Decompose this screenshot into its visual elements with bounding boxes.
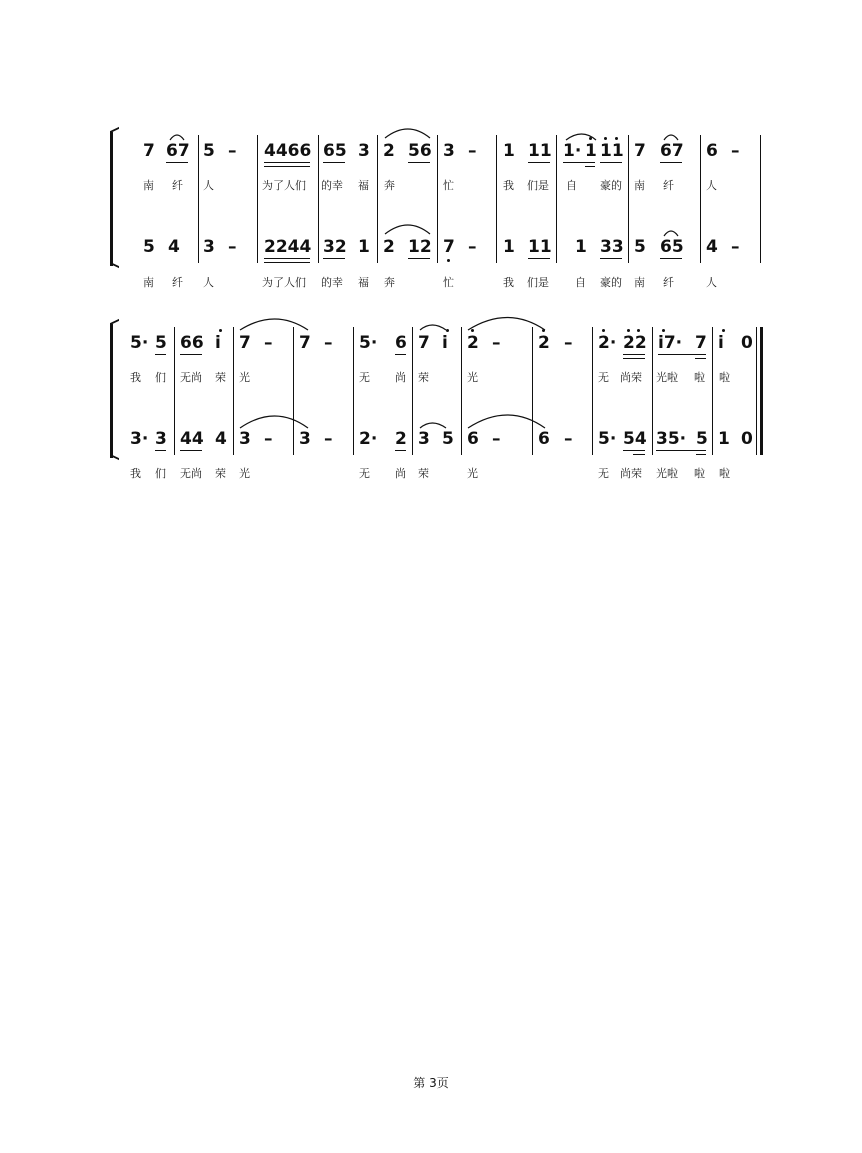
lyric: 我 — [503, 179, 514, 192]
note: 2 — [395, 429, 407, 449]
lyric: 纤 — [663, 179, 674, 192]
note: 6 — [538, 429, 550, 449]
note: 2 — [383, 141, 395, 161]
note: 1 — [585, 141, 597, 161]
note: 35· — [656, 429, 687, 449]
note: 32 — [323, 237, 347, 257]
lyric: 啦 — [719, 371, 730, 384]
note: 1 — [718, 429, 730, 449]
lyric: 荣 — [215, 371, 226, 384]
note: 6 — [706, 141, 718, 161]
lyric: 豪的 — [600, 276, 622, 289]
note: 0 — [741, 333, 753, 353]
note: 4 — [215, 429, 227, 449]
note: 56 — [408, 141, 432, 161]
note: – — [228, 141, 237, 161]
lyric: 奔 — [384, 179, 395, 192]
note: 3 — [203, 237, 215, 257]
lyric: 们是 — [527, 179, 549, 192]
note: 6 — [395, 333, 407, 353]
note: 66 — [180, 333, 204, 353]
note: 1 — [503, 141, 515, 161]
note: 6 — [467, 429, 479, 449]
note: 7 — [443, 237, 455, 257]
note: 4466 — [264, 141, 312, 161]
lyric: 光 — [467, 371, 478, 384]
lyric: 光啦 — [656, 371, 678, 384]
note: 7 — [695, 333, 707, 353]
lyric: 尚荣 — [620, 467, 642, 480]
lyric: 人 — [706, 179, 717, 192]
note: 7 — [634, 141, 646, 161]
note: – — [564, 429, 573, 449]
lyric: 的幸 — [321, 276, 343, 289]
note: 1 — [358, 237, 370, 257]
note: – — [731, 237, 740, 257]
lyric: 荣 — [215, 467, 226, 480]
lyric: 啦 — [694, 371, 705, 384]
note: 12 — [408, 237, 432, 257]
note: 1 — [503, 237, 515, 257]
note: 2 — [467, 333, 479, 353]
note: 65 — [660, 237, 684, 257]
lyric: 无 — [598, 467, 609, 480]
note: 5 — [203, 141, 215, 161]
lyric: 无尚 — [180, 371, 202, 384]
lyric: 南 — [634, 179, 645, 192]
note: 2 — [383, 237, 395, 257]
note: 67 — [166, 141, 190, 161]
lyric: 尚荣 — [620, 371, 642, 384]
note: i — [442, 333, 448, 353]
note: – — [564, 333, 573, 353]
note: 67 — [660, 141, 684, 161]
note: – — [264, 333, 273, 353]
note: 3 — [155, 429, 167, 449]
lyric: 荣 — [418, 371, 429, 384]
note: 33 — [600, 237, 624, 257]
note: – — [468, 237, 477, 257]
lyric: 福 — [358, 179, 369, 192]
lyric: 啦 — [719, 467, 730, 480]
note: 11 — [528, 141, 552, 161]
note: i — [718, 333, 724, 353]
lyric: 福 — [358, 276, 369, 289]
note: 44 — [180, 429, 204, 449]
lyric: 南 — [634, 276, 645, 289]
note: 3 — [443, 141, 455, 161]
lyric: 忙 — [443, 276, 454, 289]
note: 22 — [623, 333, 647, 353]
note: – — [492, 333, 501, 353]
lyric: 南 — [143, 276, 154, 289]
lyric: 人 — [706, 276, 717, 289]
note: 5· — [598, 429, 617, 449]
note: – — [324, 333, 333, 353]
lyric: 纤 — [172, 179, 183, 192]
lyric: 自 — [575, 276, 586, 289]
note: 3 — [358, 141, 370, 161]
note: – — [468, 141, 477, 161]
note: – — [264, 429, 273, 449]
note: i — [215, 333, 221, 353]
note: 3 — [239, 429, 251, 449]
lyric: 我 — [130, 371, 141, 384]
lyric: 尚 — [395, 371, 406, 384]
note: 65 — [323, 141, 347, 161]
note: 5· — [130, 333, 149, 353]
lyric: 光 — [239, 467, 250, 480]
lyric: 们是 — [527, 276, 549, 289]
lyric: 光啦 — [656, 467, 678, 480]
lyric: 豪的 — [600, 179, 622, 192]
lyric: 啦 — [694, 467, 705, 480]
note: 7 — [143, 141, 155, 161]
note: – — [492, 429, 501, 449]
note: 54 — [623, 429, 647, 449]
note: 3· — [130, 429, 149, 449]
lyric: 光 — [239, 371, 250, 384]
note: – — [731, 141, 740, 161]
note: 11 — [528, 237, 552, 257]
lyric: 自 — [566, 179, 577, 192]
lyric: 无 — [359, 371, 370, 384]
lyric: 光 — [467, 467, 478, 480]
note: 2· — [598, 333, 617, 353]
note: 3 — [299, 429, 311, 449]
note: 1· — [563, 141, 582, 161]
note: 5· — [359, 333, 378, 353]
note: 4 — [168, 237, 180, 257]
lyric: 忙 — [443, 179, 454, 192]
lyric: 我 — [130, 467, 141, 480]
note: 7 — [239, 333, 251, 353]
note: 7 — [418, 333, 430, 353]
lyric: 荣 — [418, 467, 429, 480]
lyric: 无尚 — [180, 467, 202, 480]
lyric: 们 — [155, 467, 166, 480]
lyric: 无 — [359, 467, 370, 480]
note: 2 — [538, 333, 550, 353]
lyric: 尚 — [395, 467, 406, 480]
note: 0 — [741, 429, 753, 449]
lyric: 的幸 — [321, 179, 343, 192]
note: i7· — [658, 333, 683, 353]
lyric: 人 — [203, 276, 214, 289]
page-number: 第 3页 — [413, 1076, 449, 1090]
lyric: 无 — [598, 371, 609, 384]
note: 2244 — [264, 237, 312, 257]
lyric: 纤 — [663, 276, 674, 289]
lyric: 奔 — [384, 276, 395, 289]
note: 3 — [418, 429, 430, 449]
lyric: 纤 — [172, 276, 183, 289]
lyric: 人 — [203, 179, 214, 192]
lyric: 为了人们 — [262, 276, 306, 289]
lyric: 南 — [143, 179, 154, 192]
note: 5 — [155, 333, 167, 353]
note: 5 — [696, 429, 708, 449]
slur-marks — [0, 0, 862, 520]
note: 7 — [299, 333, 311, 353]
note: 5 — [634, 237, 646, 257]
note: 11 — [600, 141, 624, 161]
note: 1 — [575, 237, 587, 257]
note: 5 — [143, 237, 155, 257]
note: 2· — [359, 429, 378, 449]
lyric: 我 — [503, 276, 514, 289]
lyric: 们 — [155, 371, 166, 384]
note: – — [228, 237, 237, 257]
note: – — [324, 429, 333, 449]
note: 4 — [706, 237, 718, 257]
note: 5 — [442, 429, 454, 449]
lyric: 为了人们 — [262, 179, 306, 192]
